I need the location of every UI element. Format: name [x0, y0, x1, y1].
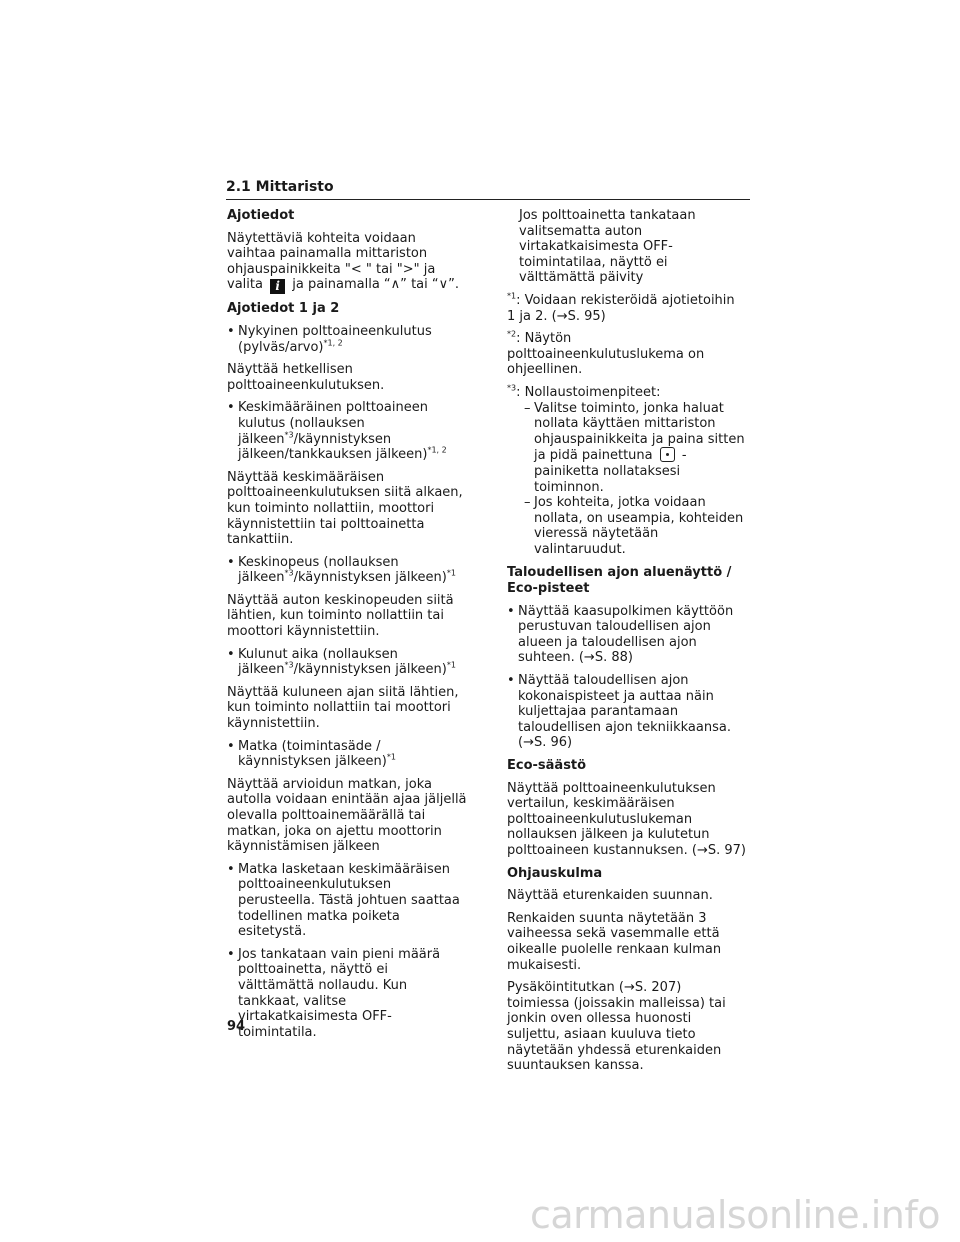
- heading-eco-pisteet: Taloudellisen ajon aluenäyttö / Eco-pisteet: [507, 565, 732, 597]
- paragraph: Näyttää hetkellisen polttoaineenkulutuksen.: [227, 362, 385, 393]
- section-header: [226, 179, 750, 200]
- heading-ajotiedot: Ajotiedot: [227, 208, 295, 223]
- paragraph: Näyttää kuluneen ajan siitä lähtien, kun toiminto nollattiin tai moottori käynnistettiin.: [227, 684, 459, 732]
- footnote-3: $^{*3}$: Nollaustoimenpiteet:: [507, 383, 661, 400]
- paragraph-continued: Jos polttoainetta tankataan valitsematta auton virtakatkaisimesta OFF-toimintatilaa, näyttö ei välttämättä päivity: [519, 208, 696, 286]
- heading-ajotiedot-1-2: Ajotiedot 1 ja 2: [227, 301, 340, 317]
- right-column: [507, 208, 747, 1081]
- list-item: • Matka (toimintasäde / käynnistyksen jälkeen)$^{*1}$: [227, 739, 467, 770]
- page-number: 94: [227, 1019, 246, 1034]
- paragraph: Näyttää eturenkaiden suunnan.: [507, 888, 713, 904]
- watermark: carmanualsonline.info: [529, 1193, 940, 1237]
- heading-ohjauskulma: Ohjauskulma: [507, 865, 603, 881]
- list-item: • Näyttää taloudellisen ajon kokonaispisteet ja auttaa näin kuljettajaa parantamaan taloudellisen ajon tekniikkaansa. (→S. 96): [507, 673, 747, 751]
- paragraph: Näyttää arvioidun matkan, joka autolla voidaan enintään ajaa jäljellä olevalla polttoainemäärällä tai matkan, joka on ajettu moottorin käynnistämisen jälkeen: [227, 776, 467, 855]
- heading-eco-saasto: Eco-säästö: [507, 758, 587, 773]
- list-item: • Matka lasketaan keskimääräisen polttoaineenkulutuksen perusteella. Tästä johtuen saattaa todellinen matka poiketa esitetystä.: [227, 862, 467, 940]
- paragraph: Näyttää keskimääräisen polttoaineenkulutuksen siitä alkaen, kun toiminto nollattiin, moottori käynnistettiin tai polttoainetta tankattiin.: [227, 469, 463, 548]
- reset-step-1: – Valitse toiminto, jonka haluat nollata käyttäen mittariston ohjauspainikkeita ja paina sitten ja pidä painettuna -painiketta nollataksesi toiminnon.: [524, 400, 745, 495]
- list-item: • Jos tankataan vain pieni määrä polttoainetta, näyttö ei välttämättä nollaudu. Kun tankkaat, valitse virtakatkaisimesta OFF-toimintatila.: [227, 947, 467, 1041]
- footnote-1: $^{*1}$: Voidaan rekisteröidä ajotietoihin 1 ja 2. (→S. 95): [507, 291, 735, 324]
- paragraph: Näyttää polttoaineenkulutuksen vertailun, keskimääräisen polttoaineenkulutuslukeman nollauksen jälkeen ja kulutetun polttoaineen kustannuksen. (→S. 97): [507, 780, 746, 858]
- reset-step-2: – Jos kohteita, jotka voidaan nollata, on useampia, kohteiden vieressä näytetään valintaruudut.: [524, 495, 744, 557]
- list-item: • Keskimääräinen polttoaineen kulutus (nollauksen jälkeen$^{*3}$/käynnistyksen jälkeen/tankkauksen jälkeen)$^{*1, 2}$: [227, 400, 467, 462]
- list-item: • Nykyinen polttoaineenkulutus (pylväs/arvo)$^{*1, 2}$: [227, 324, 467, 355]
- ok-button-icon: [660, 447, 675, 462]
- footnote-2: $^{*2}$: Näytön polttoaineenkulutuslukema on ohjeellinen.: [507, 329, 705, 378]
- section-title: 2.1 Mittaristo: [226, 179, 334, 195]
- list-item: • Keskinopeus (nollauksen jälkeen$^{*3}$/käynnistyksen jälkeen)$^{*1}$: [227, 555, 467, 586]
- paragraph: Näyttää auton keskinopeuden siitä lähtien, kun toiminto nollattiin tai moottori käynnistettiin.: [227, 592, 454, 640]
- paragraph: Renkaiden suunta näytetään 3 vaiheessa sekä vasemmalle että oikealle puolelle renkaan kulman mukaisesti.: [507, 910, 722, 973]
- info-icon: i: [270, 279, 285, 294]
- left-column: [227, 208, 467, 1047]
- list-item: • Kulunut aika (nollauksen jälkeen$^{*3}$/käynnistyksen jälkeen)$^{*1}$: [227, 647, 467, 678]
- list-item: • Näyttää kaasupolkimen käyttöön perustuvan taloudellisen ajon alueen ja taloudellisen ajon suhteen. (→S. 88): [507, 604, 747, 666]
- paragraph: Pysäköintitutkan (→S. 207) toimiessa (joissakin malleissa) tai jonkin oven ollessa huonosti suljettu, asiaan kuuluva tieto näytetään yhdessä eturenkaiden suuntauksen kanssa.: [507, 980, 726, 1074]
- intro-paragraph: Näytettäviä kohteita voidaan vaihtaa painamalla mittariston ohjauspainikkeita "< " tai ">" ja valita i ja painamalla “∧” tai “∨”.: [227, 230, 459, 294]
